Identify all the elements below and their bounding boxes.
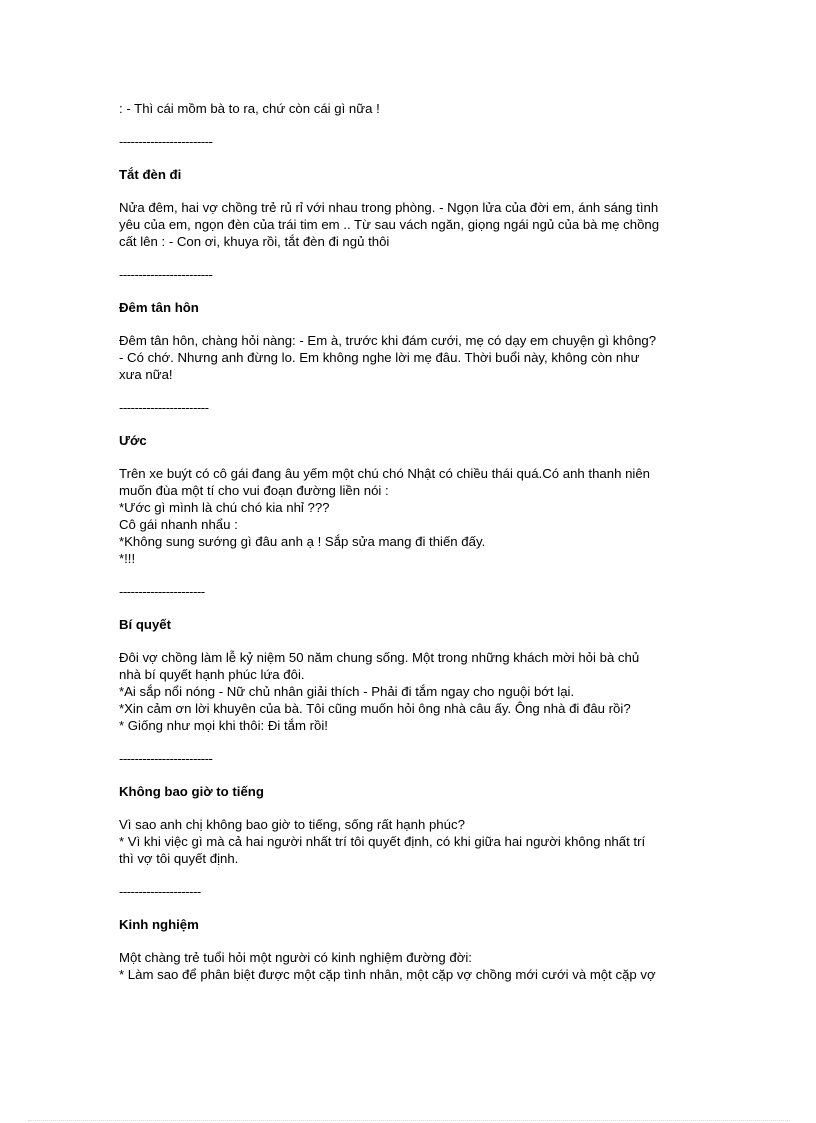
text-line: * Vì khi việc gì mà cả hai người nhất trí tôi quyết định, có khi giữa hai người không nhất trí: [119, 834, 646, 849]
text-line: *!!!: [119, 551, 136, 566]
section-separator: ---------------------: [119, 884, 201, 899]
text-line: * Giống như mọi khi thôi: Đi tắm rồi!: [119, 718, 328, 733]
text-line: *Ước gì mình là chú chó kia nhỉ ???: [119, 500, 330, 515]
text-line: Đôi vợ chồng làm lễ kỷ niệm 50 năm chung sống. Một trong những khách mời hỏi bà chủ: [119, 650, 640, 665]
text-line: nhà bí quyết hạnh phúc lứa đôi.: [119, 667, 305, 682]
section-title: Tắt đèn đi: [119, 167, 182, 182]
text-line: *Xin cảm ơn lời khuyên của bà. Tôi cũng muốn hỏi ông nhà câu ấy. Ông nhà đi đâu rồi?: [119, 701, 631, 716]
section-title: Kinh nghiệm: [119, 917, 199, 932]
text-line: yêu của em, ngọn đèn của trái tim em .. Từ sau vách ngăn, giọng ngái ngủ của bà mẹ chồng: [119, 217, 660, 232]
text-line: * Làm sao để phân biệt được một cặp tình nhân, một cặp vợ chồng mới cưới và một cặp vợ: [119, 967, 656, 982]
section-separator: ------------------------: [119, 134, 213, 149]
section-title: Đêm tân hôn: [119, 300, 199, 315]
text-line: thì vợ tôi quyết định.: [119, 851, 239, 866]
text-line: *Ai sắp nổi nóng - Nữ chủ nhân giải thích - Phải đi tắm ngay cho nguội bớt lại.: [119, 684, 575, 699]
section-separator: ------------------------: [119, 751, 213, 766]
section-body: [119, 332, 709, 383]
section-body: [119, 816, 709, 867]
document-page: [119, 100, 709, 983]
text-line: *Không sung sướng gì đâu anh ạ ! Sắp sửa mang đi thiến đấy.: [119, 534, 486, 549]
text-line: Một chàng trẻ tuổi hỏi một người có kinh nghiệm đường đời:: [119, 950, 472, 965]
section-body: [119, 199, 709, 250]
intro-text: [119, 100, 709, 117]
section-body: [119, 649, 709, 734]
section-body: [119, 949, 709, 983]
section-body: [119, 465, 709, 567]
section-separator: -----------------------: [119, 400, 209, 415]
section-separator: ------------------------: [119, 267, 213, 282]
page-bottom-border: [28, 1120, 790, 1121]
text-line: Đêm tân hôn, chàng hỏi nàng: - Em à, trước khi đám cưới, mẹ có dạy em chuyện gì không?: [119, 333, 657, 348]
section-separator: ----------------------: [119, 584, 205, 599]
text-line: muốn đùa một tí cho vui đoạn đường liền nói :: [119, 483, 389, 498]
section-title: Không bao giờ to tiếng: [119, 784, 264, 799]
section-title: Bí quyết: [119, 617, 172, 632]
text-line: - Có chớ. Nhưng anh đừng lo. Em không nghe lời mẹ đâu. Thời buổi này, không còn như: [119, 350, 640, 365]
section-title: Ước: [119, 433, 147, 448]
text-line: cất lên : - Con ơi, khuya rồi, tắt đèn đi ngủ thôi: [119, 234, 390, 249]
text-line: Trên xe buýt có cô gái đang âu yếm một chú chó Nhật có chiều thái quá.Có anh thanh niên: [119, 466, 651, 481]
text-line: : - Thì cái mồm bà to ra, chứ còn cái gì nữa !: [119, 101, 380, 116]
text-line: Nửa đêm, hai vợ chồng trẻ rủ rỉ với nhau trong phòng. - Ngọn lửa của đời em, ánh sáng tình: [119, 200, 659, 215]
text-line: xưa nữa!: [119, 367, 173, 382]
text-line: Vì sao anh chị không bao giờ to tiếng, sống rất hạnh phúc?: [119, 817, 465, 832]
text-line: Cô gái nhanh nhẩu :: [119, 517, 238, 532]
